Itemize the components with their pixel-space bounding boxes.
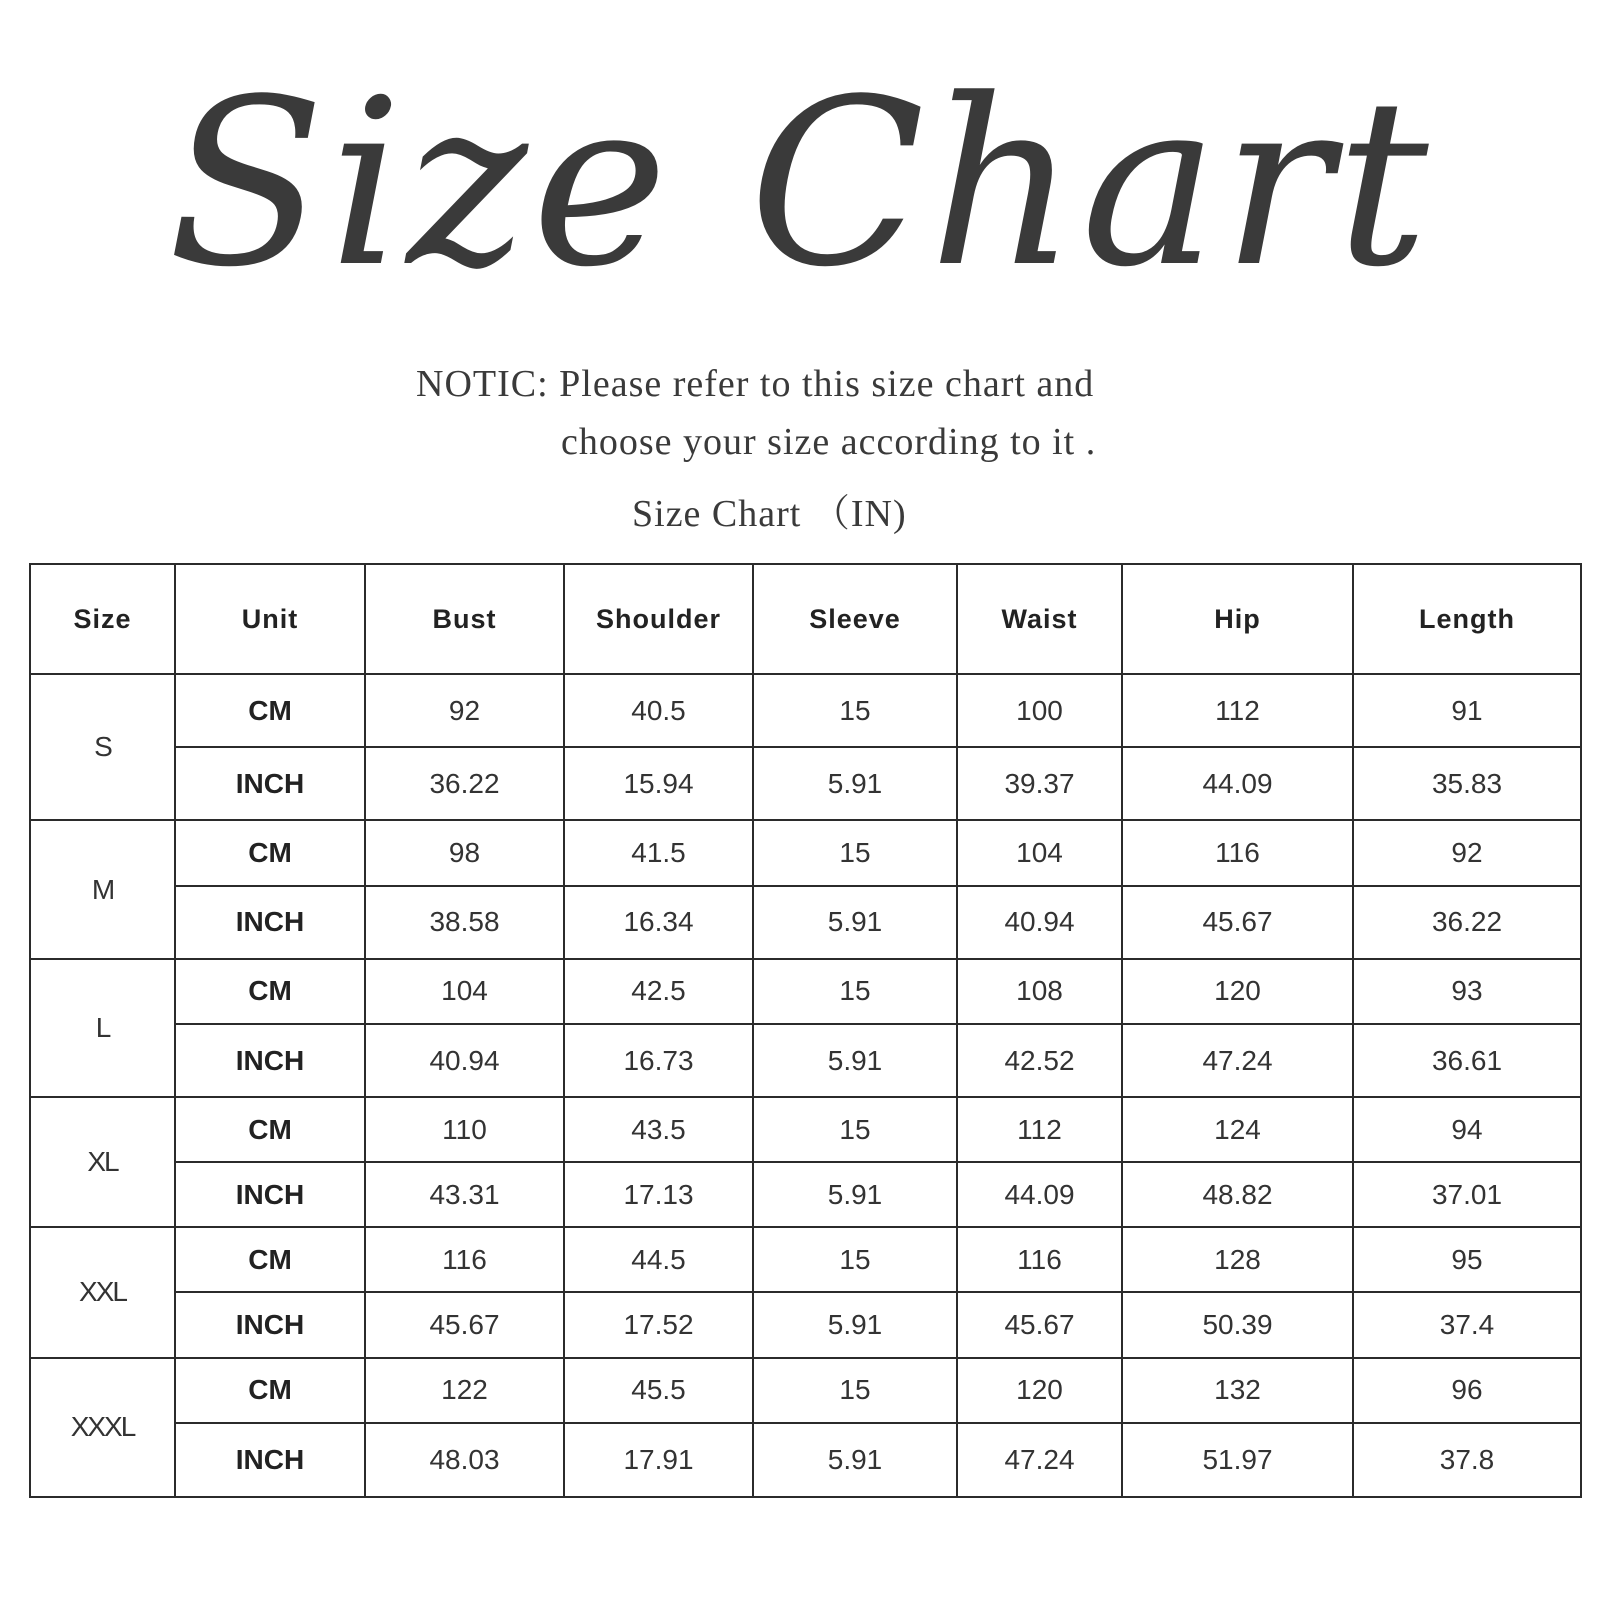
measurement-cell: 110 <box>365 1097 564 1162</box>
measurement-cell: 92 <box>1353 820 1581 885</box>
measurement-cell: 16.34 <box>564 886 753 959</box>
measurement-cell: 116 <box>1122 820 1353 885</box>
unit-cell: CM <box>175 1358 365 1423</box>
measurement-cell: 5.91 <box>753 886 957 959</box>
header-sleeve: Sleeve <box>753 564 957 674</box>
unit-cell: INCH <box>175 886 365 959</box>
table-row <box>30 959 1581 1024</box>
measurement-cell: 15 <box>753 1097 957 1162</box>
measurement-cell: 122 <box>365 1358 564 1423</box>
measurement-cell: 92 <box>365 674 564 747</box>
page-title: Size Chart <box>167 51 1433 318</box>
measurement-cell: 36.22 <box>365 747 564 820</box>
table-row <box>30 820 1581 885</box>
unit-cell: CM <box>175 959 365 1024</box>
measurement-cell: 37.4 <box>1353 1292 1581 1357</box>
measurement-cell: 132 <box>1122 1358 1353 1423</box>
measurement-cell: 116 <box>957 1227 1122 1292</box>
header-waist: Waist <box>957 564 1122 674</box>
measurement-cell: 5.91 <box>753 1292 957 1357</box>
measurement-cell: 5.91 <box>753 1162 957 1227</box>
measurement-cell: 5.91 <box>753 1024 957 1097</box>
measurement-cell: 51.97 <box>1122 1423 1353 1497</box>
table-row <box>30 1423 1581 1497</box>
header-length: Length <box>1353 564 1581 674</box>
measurement-cell: 120 <box>1122 959 1353 1024</box>
measurement-cell: 17.91 <box>564 1423 753 1497</box>
table-row <box>30 1358 1581 1423</box>
size-cell: S <box>30 674 175 820</box>
measurement-cell: 47.24 <box>1122 1024 1353 1097</box>
measurement-cell: 98 <box>365 820 564 885</box>
measurement-cell: 100 <box>957 674 1122 747</box>
measurement-cell: 116 <box>365 1227 564 1292</box>
measurement-cell: 47.24 <box>957 1423 1122 1497</box>
unit-cell: INCH <box>175 747 365 820</box>
measurement-cell: 44.09 <box>957 1162 1122 1227</box>
notice-line-1: NOTIC: Please refer to this size chart and <box>416 363 1095 405</box>
table-row <box>30 1024 1581 1097</box>
size-cell: XXXL <box>30 1358 175 1498</box>
measurement-cell: 112 <box>957 1097 1122 1162</box>
measurement-cell: 40.94 <box>957 886 1122 959</box>
measurement-cell: 39.37 <box>957 747 1122 820</box>
table-row <box>30 1097 1581 1162</box>
measurement-cell: 37.01 <box>1353 1162 1581 1227</box>
notice-line-2: choose your size according to it . <box>561 421 1097 463</box>
measurement-cell: 36.61 <box>1353 1024 1581 1097</box>
measurement-cell: 45.67 <box>1122 886 1353 959</box>
table-row <box>30 1292 1581 1357</box>
measurement-cell: 93 <box>1353 959 1581 1024</box>
measurement-cell: 120 <box>957 1358 1122 1423</box>
measurement-cell: 128 <box>1122 1227 1353 1292</box>
measurement-cell: 15 <box>753 959 957 1024</box>
size-cell: L <box>30 959 175 1097</box>
size-cell: XXL <box>30 1227 175 1357</box>
measurement-cell: 36.22 <box>1353 886 1581 959</box>
header-unit: Unit <box>175 564 365 674</box>
measurement-cell: 112 <box>1122 674 1353 747</box>
size-cell: M <box>30 820 175 958</box>
measurement-cell: 45.67 <box>365 1292 564 1357</box>
header-size: Size <box>30 564 175 674</box>
measurement-cell: 48.03 <box>365 1423 564 1497</box>
measurement-cell: 17.13 <box>564 1162 753 1227</box>
measurement-cell: 48.82 <box>1122 1162 1353 1227</box>
measurement-cell: 44.09 <box>1122 747 1353 820</box>
header-row <box>30 564 1581 674</box>
header-shoulder: Shoulder <box>564 564 753 674</box>
unit-cell: CM <box>175 1097 365 1162</box>
header-bust: Bust <box>365 564 564 674</box>
measurement-cell: 45.5 <box>564 1358 753 1423</box>
table-body <box>30 674 1581 1497</box>
size-table <box>29 563 1582 1498</box>
unit-cell: CM <box>175 674 365 747</box>
measurement-cell: 104 <box>957 820 1122 885</box>
measurement-cell: 124 <box>1122 1097 1353 1162</box>
table-row <box>30 1162 1581 1227</box>
header-hip: Hip <box>1122 564 1353 674</box>
table-row <box>30 886 1581 959</box>
measurement-cell: 15 <box>753 1358 957 1423</box>
table-row <box>30 1227 1581 1292</box>
unit-cell: CM <box>175 1227 365 1292</box>
size-cell: XL <box>30 1097 175 1227</box>
measurement-cell: 15 <box>753 820 957 885</box>
unit-cell: INCH <box>175 1162 365 1227</box>
measurement-cell: 45.67 <box>957 1292 1122 1357</box>
measurement-cell: 40.5 <box>564 674 753 747</box>
measurement-cell: 15 <box>753 674 957 747</box>
table-row <box>30 674 1581 747</box>
unit-cell: INCH <box>175 1024 365 1097</box>
measurement-cell: 108 <box>957 959 1122 1024</box>
measurement-cell: 5.91 <box>753 747 957 820</box>
unit-cell: INCH <box>175 1292 365 1357</box>
table-row <box>30 747 1581 820</box>
measurement-cell: 5.91 <box>753 1423 957 1497</box>
measurement-cell: 43.5 <box>564 1097 753 1162</box>
measurement-cell: 104 <box>365 959 564 1024</box>
chart-subtitle: Size Chart （IN) <box>632 493 907 535</box>
measurement-cell: 17.52 <box>564 1292 753 1357</box>
measurement-cell: 38.58 <box>365 886 564 959</box>
unit-cell: INCH <box>175 1423 365 1497</box>
measurement-cell: 50.39 <box>1122 1292 1353 1357</box>
measurement-cell: 94 <box>1353 1097 1581 1162</box>
measurement-cell: 96 <box>1353 1358 1581 1423</box>
measurement-cell: 95 <box>1353 1227 1581 1292</box>
measurement-cell: 40.94 <box>365 1024 564 1097</box>
measurement-cell: 43.31 <box>365 1162 564 1227</box>
unit-cell: CM <box>175 820 365 885</box>
measurement-cell: 15.94 <box>564 747 753 820</box>
measurement-cell: 44.5 <box>564 1227 753 1292</box>
measurement-cell: 41.5 <box>564 820 753 885</box>
measurement-cell: 15 <box>753 1227 957 1292</box>
measurement-cell: 37.8 <box>1353 1423 1581 1497</box>
measurement-cell: 42.52 <box>957 1024 1122 1097</box>
measurement-cell: 91 <box>1353 674 1581 747</box>
measurement-cell: 16.73 <box>564 1024 753 1097</box>
measurement-cell: 42.5 <box>564 959 753 1024</box>
measurement-cell: 35.83 <box>1353 747 1581 820</box>
